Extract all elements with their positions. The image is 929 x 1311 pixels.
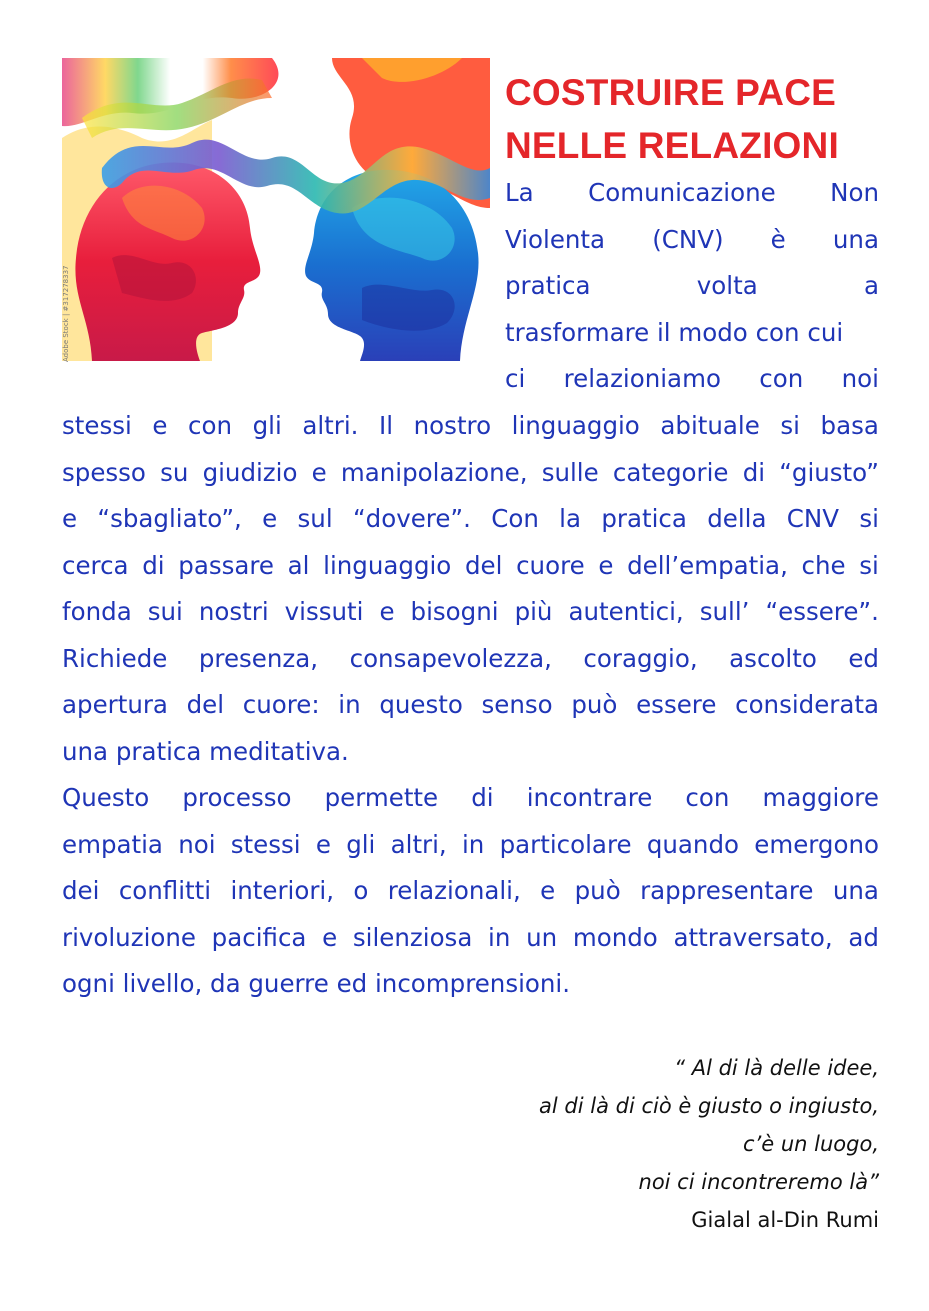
word: e <box>540 876 556 905</box>
word: dell’empatia, <box>627 550 788 580</box>
word: è <box>770 224 786 254</box>
word: basa <box>820 411 879 440</box>
word: in <box>338 690 361 719</box>
text-line <box>62 868 879 915</box>
quote-line: “ Al di là delle idee, <box>674 1056 879 1080</box>
word: rappresentare <box>640 876 814 905</box>
word: e <box>379 597 395 626</box>
word: ascolto <box>729 643 817 673</box>
intro-paragraph-side <box>505 170 879 403</box>
text-line <box>62 403 879 450</box>
word: conflitti <box>118 876 212 905</box>
word: CNV <box>786 504 839 533</box>
word: al <box>287 550 310 580</box>
word: manipolazione, <box>340 457 528 487</box>
word: pratica <box>505 271 591 300</box>
main-paragraphs <box>62 403 879 1008</box>
word: Il <box>379 411 394 440</box>
word: un <box>526 922 558 952</box>
word: cuore: <box>242 690 320 719</box>
word: si <box>780 411 800 440</box>
word: “sbagliato”, <box>97 504 242 533</box>
word: coraggio, <box>583 643 698 673</box>
word: nostri <box>198 597 269 626</box>
word: rivoluzione <box>62 922 196 952</box>
word: abituale <box>660 411 760 440</box>
stock-watermark: Adobe Stock | #317278337 <box>62 265 70 362</box>
word: spesso <box>62 457 146 487</box>
word: gli <box>252 411 282 440</box>
word: più <box>514 597 553 626</box>
text-line <box>505 170 879 217</box>
word: vissuti <box>284 597 364 626</box>
word: empatia <box>62 829 163 859</box>
word: incontrare <box>526 783 653 812</box>
word: consapevolezza, <box>349 643 552 673</box>
word: si <box>859 504 879 533</box>
word: sulle <box>541 457 599 487</box>
word: e <box>598 550 614 580</box>
word: permette <box>324 783 439 812</box>
word: Richiede <box>62 643 168 673</box>
word: “essere”. <box>765 597 879 626</box>
word: maggiore <box>762 783 879 812</box>
word: di <box>742 457 766 487</box>
word: La <box>505 178 534 207</box>
word: bisogni <box>410 597 499 626</box>
word: e <box>315 829 331 859</box>
text-line <box>62 636 879 683</box>
word: può <box>574 876 621 905</box>
word: una <box>832 224 879 254</box>
word: e <box>262 504 278 533</box>
word: questo <box>379 690 463 719</box>
quote-line: c’è un luogo, <box>743 1132 879 1156</box>
word: pacifica <box>211 922 307 952</box>
line-text: ogni livello, da guerre ed incomprensioni. <box>62 969 571 998</box>
word: della <box>707 504 767 533</box>
word: può <box>571 690 618 719</box>
word: apertura <box>62 690 168 719</box>
word: si <box>859 550 879 580</box>
word: categorie <box>612 457 729 487</box>
text-line <box>62 682 879 729</box>
word: quando <box>646 829 739 859</box>
word: sull’ <box>699 597 750 626</box>
word: altri. <box>302 411 359 440</box>
word: sui <box>147 597 183 626</box>
text-line <box>505 263 879 310</box>
line-text: una pratica meditativa. <box>62 736 349 766</box>
word: autentici, <box>568 597 684 626</box>
word: sul <box>297 504 333 533</box>
rumi-quote <box>379 1049 879 1239</box>
word: cuore <box>516 550 585 580</box>
word: noi <box>178 829 216 859</box>
word: fonda <box>62 597 132 626</box>
word: silenziosa <box>352 922 473 952</box>
word: dei <box>62 876 100 905</box>
title-line-2: NELLE RELAZIONI <box>505 125 839 166</box>
word: linguaggio <box>323 550 452 580</box>
word: mondo <box>572 922 658 952</box>
word: noi <box>841 364 879 393</box>
word: considerata <box>735 690 879 719</box>
word: Non <box>830 178 879 207</box>
word: di <box>471 783 494 812</box>
word: volta <box>696 271 758 300</box>
word: Violenta <box>505 224 606 254</box>
two-heads-illustration <box>62 58 490 361</box>
text-line <box>62 543 879 590</box>
text-line <box>505 310 879 357</box>
word: Comunicazione <box>588 178 776 207</box>
text-line <box>62 589 879 636</box>
word: relazionali, <box>387 876 521 905</box>
word: attraversato, <box>673 922 833 952</box>
word: trasformare il modo con cui <box>505 317 844 347</box>
text-line <box>505 217 879 264</box>
word: su <box>160 457 189 487</box>
word: di <box>142 550 165 580</box>
word: ad <box>848 922 879 952</box>
word: del <box>186 690 225 719</box>
word: una <box>832 876 879 905</box>
word: particolare <box>499 829 632 859</box>
text-line <box>62 496 879 543</box>
text-line <box>62 915 879 962</box>
text-line <box>505 356 879 403</box>
word: “giusto” <box>779 457 879 487</box>
title-line-1: COSTRUIRE PACE <box>505 72 837 113</box>
word: passare <box>178 550 274 580</box>
word: a <box>863 271 879 300</box>
quote-line: al di là di ciò è giusto o ingiusto, <box>539 1094 879 1118</box>
word: processo <box>182 783 292 812</box>
text-line <box>62 450 879 497</box>
word: pratica <box>601 504 687 533</box>
word: e <box>322 922 338 952</box>
word: e <box>152 411 168 440</box>
quote-line: noi ci incontreremo là” <box>638 1170 879 1194</box>
word: “dovere”. <box>352 504 471 533</box>
word: Con <box>491 504 539 533</box>
word: o <box>353 876 369 905</box>
word: emergono <box>754 829 879 859</box>
word: altri, <box>390 829 447 859</box>
word: stessi <box>230 829 301 859</box>
word: senso <box>481 690 553 719</box>
word: (CNV) <box>652 224 724 254</box>
word: stessi <box>62 411 132 440</box>
word: Questo <box>62 783 150 812</box>
word: con <box>188 411 233 440</box>
quote-author: Gialal al-Din Rumi <box>691 1208 879 1232</box>
page-title <box>505 66 885 172</box>
word: presenza, <box>198 643 319 673</box>
text-line <box>62 822 879 869</box>
word: e <box>311 457 327 487</box>
word: in <box>488 922 511 952</box>
word: ci <box>505 364 526 393</box>
word: interiori, <box>230 876 334 905</box>
word: linguaggio <box>511 411 640 440</box>
word: nostro <box>413 411 492 440</box>
word: e <box>62 504 78 533</box>
word: con <box>685 783 730 812</box>
word: che <box>801 550 846 580</box>
word: del <box>464 550 503 580</box>
word: relazioniamo <box>563 364 721 393</box>
text-line <box>62 961 879 1008</box>
word: gli <box>346 829 376 859</box>
word: cerca <box>62 550 129 580</box>
word: ed <box>848 643 879 673</box>
word: la <box>559 504 581 533</box>
word: giudizio <box>202 457 298 487</box>
word: con <box>759 364 804 393</box>
word: in <box>462 829 485 859</box>
text-line <box>62 775 879 822</box>
word: essere <box>636 690 717 719</box>
text-line <box>62 729 879 776</box>
watercolor-heads-image <box>62 58 490 361</box>
